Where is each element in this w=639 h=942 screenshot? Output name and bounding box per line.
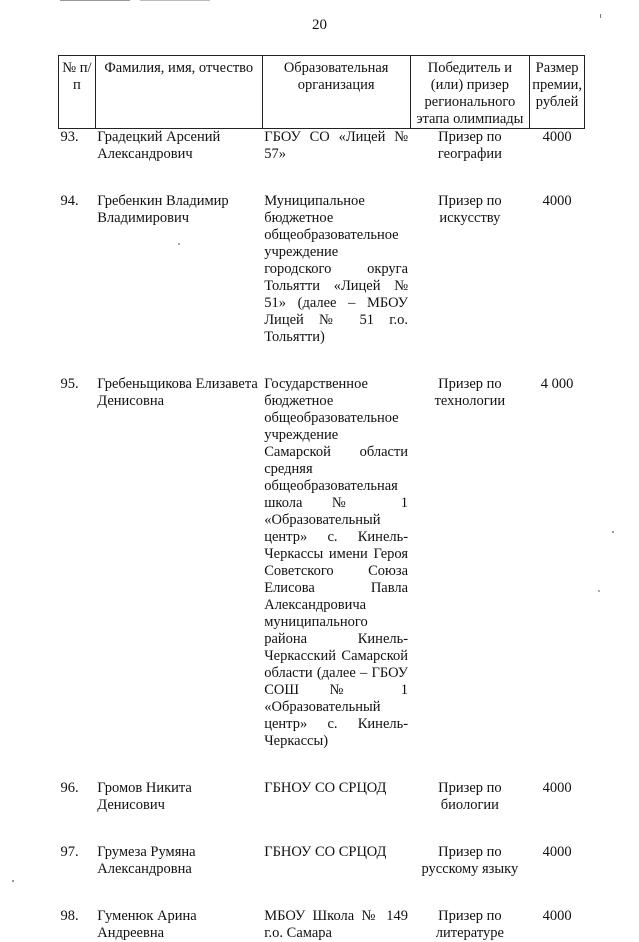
row-spacer <box>59 750 585 780</box>
scan-dot <box>600 14 601 18</box>
row-org: Муниципальное бюджетное общеобразовательное учреждение городского округа Тольятти «Лицей № 51» (далее – МБОУ Лицей № 51 г.о. Тольятти) <box>264 193 409 345</box>
row-org: МБОУ Школа № 149 г.о. Самара <box>264 908 409 941</box>
row-org: ГБНОУ СО СРЦОД <box>264 780 387 796</box>
scan-dot <box>598 590 600 592</box>
page-number: 20 <box>312 17 327 33</box>
table-row <box>59 193 585 346</box>
row-award: 4000 <box>542 780 572 796</box>
row-num: 93. <box>60 129 79 145</box>
row-spacer <box>59 814 585 844</box>
row-prize: Призер по географии <box>437 129 502 162</box>
scan-dot <box>178 243 180 245</box>
table-row <box>59 908 585 942</box>
row-org: ГБНОУ СО СРЦОД <box>264 844 387 860</box>
row-num: 98. <box>60 908 79 924</box>
table-row <box>59 844 585 878</box>
row-spacer <box>59 163 585 193</box>
table-row <box>59 376 585 750</box>
row-name: Гребеньщикова Елизавета Денисовна <box>97 376 258 409</box>
scan-mark <box>60 0 130 1</box>
awards-table <box>58 55 585 942</box>
header-name: Фамилия, имя, отчество <box>95 56 262 129</box>
row-award: 4000 <box>542 908 572 924</box>
header-org: Образовательная организация <box>262 56 410 129</box>
scan-dot <box>612 531 614 533</box>
row-name: Громов Никита Денисович <box>97 780 192 813</box>
row-num: 95. <box>60 376 79 392</box>
row-prize: Призер по искусству <box>438 193 502 226</box>
header-num: № п/п <box>59 56 96 129</box>
table-row <box>59 780 585 814</box>
row-award: 4 000 <box>540 376 574 392</box>
row-award: 4000 <box>542 193 572 209</box>
row-num: 96. <box>60 780 79 796</box>
row-award: 4000 <box>542 129 572 145</box>
row-org: ГБОУ СО «Лицей № 57» <box>264 129 409 162</box>
row-name: Грумеза Румяна Александровна <box>97 844 196 877</box>
row-name: Гуменюк Арина Андреевна <box>97 908 197 941</box>
row-name: Гребенкин Владимир Владимирович <box>97 193 229 226</box>
scan-dot <box>12 880 14 882</box>
row-spacer <box>59 878 585 908</box>
row-prize: Призер по технологии <box>434 376 506 409</box>
table-row <box>59 129 585 164</box>
row-award: 4000 <box>542 844 572 860</box>
header-prize: Победитель и (или) призер регионального этапа олимпиады <box>410 56 530 129</box>
row-org: Государственное бюджетное общеобразовательное учреждение Самарской области средняя общеобразовательная школа № 1 «Образовательный центр» с. Кинель-Черкассы имени Героя Советского Союза Елисова Павла Александровича муниципального района Кинель-Черкасский Самарской области (далее – ГБОУ СОШ № 1 «Образовательный центр» с. Кинель-Черкассы) <box>264 376 409 749</box>
row-num: 94. <box>60 193 79 209</box>
scan-mark <box>140 0 210 1</box>
row-prize: Призер по русскому языку <box>421 844 519 877</box>
header-award: Размер премии, рублей <box>530 56 585 129</box>
row-prize: Призер по биологии <box>438 780 502 813</box>
row-num: 97. <box>60 844 79 860</box>
row-name: Градецкий Арсений Александрович <box>97 129 221 162</box>
row-spacer <box>59 346 585 376</box>
table-header-row <box>59 56 585 129</box>
row-prize: Призер по литературе <box>435 908 504 941</box>
